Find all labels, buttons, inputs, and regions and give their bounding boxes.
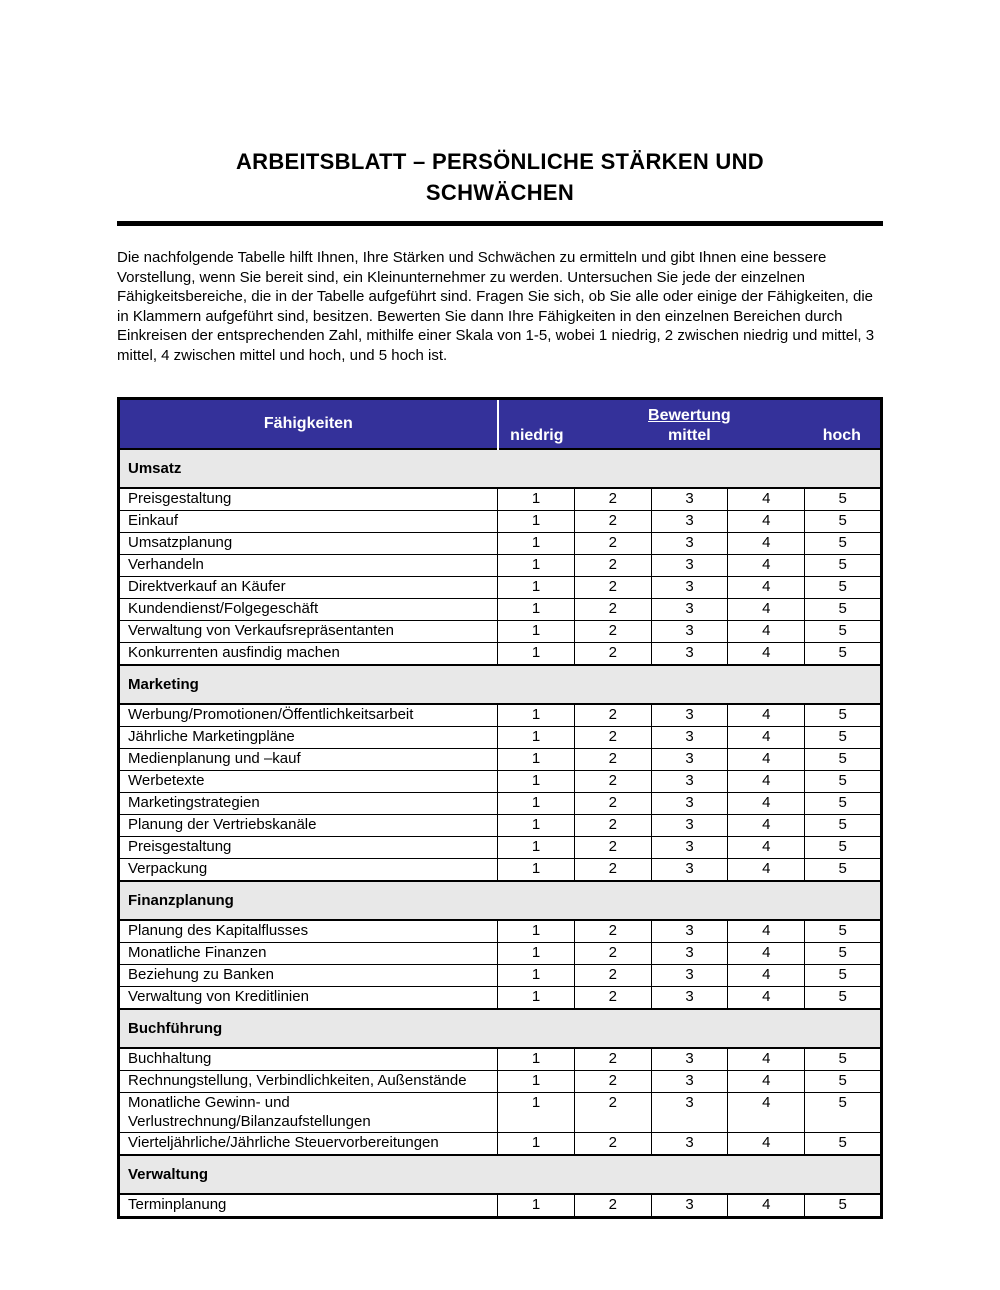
- skill-label: Werbung/Promotionen/Öffentlichkeitsarbeit: [119, 704, 498, 727]
- rating-value-3: 3: [651, 643, 728, 666]
- skill-row: [119, 987, 882, 1010]
- rating-value-1: 1: [498, 793, 575, 815]
- rating-value-3: 3: [651, 815, 728, 837]
- skill-row: [119, 815, 882, 837]
- rating-value-2: 2: [574, 749, 651, 771]
- rating-value-2: 2: [574, 1133, 651, 1156]
- rating-value-3: 3: [651, 599, 728, 621]
- rating-value-5: 5: [805, 533, 882, 555]
- rating-value-2: 2: [574, 599, 651, 621]
- section-title: Buchführung: [119, 1009, 882, 1048]
- rating-value-4: 4: [728, 943, 805, 965]
- rating-value-4: 4: [728, 488, 805, 511]
- rating-value-3: 3: [651, 511, 728, 533]
- table-body: [119, 449, 882, 1218]
- rating-value-5: 5: [805, 577, 882, 599]
- rating-value-1: 1: [498, 533, 575, 555]
- rating-value-4: 4: [728, 621, 805, 643]
- rating-value-2: 2: [574, 704, 651, 727]
- rating-value-4: 4: [728, 727, 805, 749]
- rating-value-3: 3: [651, 577, 728, 599]
- rating-value-4: 4: [728, 704, 805, 727]
- section-row-finanzplanung: [119, 881, 882, 920]
- rating-value-1: 1: [498, 643, 575, 666]
- rating-value-4: 4: [728, 749, 805, 771]
- skill-row: [119, 943, 882, 965]
- rating-value-2: 2: [574, 943, 651, 965]
- level-spacer: [727, 427, 803, 445]
- rating-value-5: 5: [805, 643, 882, 666]
- rating-value-1: 1: [498, 920, 575, 943]
- skill-label: Verhandeln: [119, 555, 498, 577]
- skill-label: Rechnungstellung, Verbindlichkeiten, Außenstände: [119, 1071, 498, 1093]
- rating-value-2: 2: [574, 771, 651, 793]
- section-title: Umsatz: [119, 449, 882, 488]
- skill-row: [119, 749, 882, 771]
- rating-value-4: 4: [728, 1071, 805, 1093]
- rating-value-5: 5: [805, 727, 882, 749]
- level-label-hoch: hoch: [822, 427, 861, 444]
- rating-value-5: 5: [805, 1093, 882, 1133]
- skill-label: Verpackung: [119, 859, 498, 882]
- intro-paragraph: Die nachfolgende Tabelle hilft Ihnen, Ihre Stärken und Schwächen zu ermitteln und gibt Ihnen eine bessere Vorstellung, wenn Sie bereit sind, ein Kleinunternehmer zu werden. Untersuchen Sie jede der einzelnen Fähigkeitsbereiche, die in der Tabelle aufgeführt sind. Fragen Sie sich, ob Sie alle oder einige der Fähigkeiten, die in Klammern aufgeführt sind, besitzen. Bewerten Sie dann Ihre Fähigkeiten in den einzelnen Bereichen durch Einkreisen der entsprechenden Zahl, mithilfe einer Skala von 1-5, wobei 1 niedrig, 2 zwischen niedrig und mittel, 3 mittel, 4 zwischen mittel und hoch, und 5 hoch ist.: [117, 249, 875, 364]
- rating-value-3: 3: [651, 987, 728, 1010]
- rating-value-2: 2: [574, 793, 651, 815]
- rating-value-5: 5: [805, 621, 882, 643]
- rating-value-3: 3: [651, 488, 728, 511]
- skill-row: [119, 488, 882, 511]
- rating-value-5: 5: [805, 488, 882, 511]
- skill-label: Werbetexte: [119, 771, 498, 793]
- document-page: [117, 0, 883, 1219]
- rating-value-5: 5: [805, 555, 882, 577]
- skill-row: [119, 555, 882, 577]
- rating-value-5: 5: [805, 859, 882, 882]
- skill-row: [119, 577, 882, 599]
- rating-value-5: 5: [805, 987, 882, 1010]
- skill-row: [119, 643, 882, 666]
- section-title: Finanzplanung: [119, 881, 882, 920]
- rating-value-4: 4: [728, 965, 805, 987]
- rating-value-2: 2: [574, 533, 651, 555]
- skill-label: Jährliche Marketingpläne: [119, 727, 498, 749]
- skill-row: [119, 965, 882, 987]
- rating-value-5: 5: [805, 793, 882, 815]
- rating-value-2: 2: [574, 837, 651, 859]
- rating-header-label: Bewertung: [648, 407, 731, 424]
- rating-value-1: 1: [498, 511, 575, 533]
- skill-row: [119, 859, 882, 882]
- skill-label: Beziehung zu Banken: [119, 965, 498, 987]
- table-header: [119, 399, 882, 450]
- skill-row: [119, 1048, 882, 1071]
- rating-value-3: 3: [651, 1048, 728, 1071]
- skill-row: [119, 599, 882, 621]
- rating-value-1: 1: [498, 815, 575, 837]
- rating-value-1: 1: [498, 965, 575, 987]
- skill-label: Konkurrenten ausfindig machen: [119, 643, 498, 666]
- skill-label: Preisgestaltung: [119, 837, 498, 859]
- skill-row: [119, 704, 882, 727]
- section-row-verwaltung: [119, 1155, 882, 1194]
- rating-value-5: 5: [805, 599, 882, 621]
- skill-label: Umsatzplanung: [119, 533, 498, 555]
- rating-value-4: 4: [728, 793, 805, 815]
- rating-value-4: 4: [728, 599, 805, 621]
- rating-value-3: 3: [651, 704, 728, 727]
- rating-value-1: 1: [498, 837, 575, 859]
- rating-value-2: 2: [574, 987, 651, 1010]
- skill-label: Vierteljährliche/Jährliche Steuervorbereitungen: [119, 1133, 498, 1156]
- skill-row: [119, 1093, 882, 1133]
- rating-value-3: 3: [651, 837, 728, 859]
- rating-value-3: 3: [651, 533, 728, 555]
- level-spacer: [575, 427, 651, 445]
- rating-value-1: 1: [498, 621, 575, 643]
- skill-row: [119, 1071, 882, 1093]
- rating-value-4: 4: [728, 555, 805, 577]
- rating-value-3: 3: [651, 1093, 728, 1133]
- rating-value-4: 4: [728, 577, 805, 599]
- rating-value-4: 4: [728, 920, 805, 943]
- rating-value-3: 3: [651, 727, 728, 749]
- page-title: [117, 146, 883, 208]
- rating-level-labels: [499, 427, 880, 445]
- skill-row: [119, 533, 882, 555]
- skill-row: [119, 837, 882, 859]
- rating-value-2: 2: [574, 815, 651, 837]
- rating-value-2: 2: [574, 488, 651, 511]
- skill-row: [119, 920, 882, 943]
- page-title-line-1: ARBEITSBLATT – PERSÖNLICHE STÄRKEN UND: [235, 149, 764, 174]
- skill-label: Preisgestaltung: [119, 488, 498, 511]
- rating-value-3: 3: [651, 749, 728, 771]
- rating-value-4: 4: [728, 837, 805, 859]
- rating-value-1: 1: [498, 1133, 575, 1156]
- rating-value-5: 5: [805, 837, 882, 859]
- skills-rating-table: [117, 397, 883, 1219]
- rating-value-4: 4: [728, 1048, 805, 1071]
- rating-value-4: 4: [728, 987, 805, 1010]
- rating-value-2: 2: [574, 859, 651, 882]
- skill-label: Terminplanung: [119, 1194, 498, 1218]
- column-header-rating: [498, 399, 882, 450]
- rating-value-3: 3: [651, 965, 728, 987]
- rating-value-5: 5: [805, 704, 882, 727]
- rating-value-4: 4: [728, 511, 805, 533]
- rating-value-1: 1: [498, 771, 575, 793]
- rating-value-5: 5: [805, 749, 882, 771]
- rating-value-3: 3: [651, 771, 728, 793]
- rating-value-2: 2: [574, 1071, 651, 1093]
- rating-value-2: 2: [574, 555, 651, 577]
- section-title: Verwaltung: [119, 1155, 882, 1194]
- rating-value-1: 1: [498, 943, 575, 965]
- rating-value-5: 5: [805, 943, 882, 965]
- rating-value-1: 1: [498, 749, 575, 771]
- rating-value-5: 5: [805, 1194, 882, 1218]
- rating-value-2: 2: [574, 1048, 651, 1071]
- rating-value-1: 1: [498, 859, 575, 882]
- rating-value-5: 5: [805, 1133, 882, 1156]
- rating-value-3: 3: [651, 859, 728, 882]
- rating-value-4: 4: [728, 643, 805, 666]
- rating-value-4: 4: [728, 1093, 805, 1133]
- skill-label: Verwaltung von Verkaufsrepräsentanten: [119, 621, 498, 643]
- page-title-line-2: SCHWÄCHEN: [425, 180, 575, 205]
- skill-label: Medienplanung und –kauf: [119, 749, 498, 771]
- level-label-niedrig: niedrig: [510, 427, 564, 444]
- rating-value-2: 2: [574, 621, 651, 643]
- section-row-marketing: [119, 665, 882, 704]
- section-row-buchf-hrung: [119, 1009, 882, 1048]
- skill-label: Monatliche Gewinn- und Verlustrechnung/Bilanzaufstellungen: [119, 1093, 498, 1133]
- rating-value-3: 3: [651, 1194, 728, 1218]
- rating-value-2: 2: [574, 577, 651, 599]
- level-label-mittel: mittel: [668, 427, 711, 444]
- rating-value-2: 2: [574, 727, 651, 749]
- rating-value-3: 3: [651, 555, 728, 577]
- rating-value-5: 5: [805, 771, 882, 793]
- rating-value-3: 3: [651, 920, 728, 943]
- rating-value-5: 5: [805, 965, 882, 987]
- skill-label: Verwaltung von Kreditlinien: [119, 987, 498, 1010]
- rating-value-1: 1: [498, 704, 575, 727]
- skill-label: Marketingstrategien: [119, 793, 498, 815]
- rating-value-1: 1: [498, 555, 575, 577]
- rating-value-2: 2: [574, 511, 651, 533]
- skill-label: Buchhaltung: [119, 1048, 498, 1071]
- skill-row: [119, 1133, 882, 1156]
- rating-value-1: 1: [498, 488, 575, 511]
- rating-value-1: 1: [498, 1093, 575, 1133]
- rating-value-1: 1: [498, 987, 575, 1010]
- rating-value-2: 2: [574, 643, 651, 666]
- skill-label: Einkauf: [119, 511, 498, 533]
- rating-value-4: 4: [728, 771, 805, 793]
- rating-value-2: 2: [574, 1194, 651, 1218]
- rating-value-1: 1: [498, 577, 575, 599]
- rating-value-4: 4: [728, 1133, 805, 1156]
- skill-label: Planung des Kapitalflusses: [119, 920, 498, 943]
- rating-value-4: 4: [728, 815, 805, 837]
- rating-value-4: 4: [728, 1194, 805, 1218]
- skill-row: [119, 771, 882, 793]
- rating-value-2: 2: [574, 965, 651, 987]
- rating-value-3: 3: [651, 943, 728, 965]
- skill-label: Direktverkauf an Käufer: [119, 577, 498, 599]
- rating-value-5: 5: [805, 1048, 882, 1071]
- rating-value-3: 3: [651, 621, 728, 643]
- skill-row: [119, 727, 882, 749]
- rating-value-1: 1: [498, 1194, 575, 1218]
- skill-row: [119, 793, 882, 815]
- skill-row: [119, 1194, 882, 1218]
- rating-value-3: 3: [651, 1071, 728, 1093]
- rating-value-4: 4: [728, 859, 805, 882]
- skill-label: Planung der Vertriebskanäle: [119, 815, 498, 837]
- title-divider: [117, 221, 883, 226]
- rating-value-5: 5: [805, 920, 882, 943]
- skill-label: Monatliche Finanzen: [119, 943, 498, 965]
- rating-value-1: 1: [498, 599, 575, 621]
- section-row-umsatz: [119, 449, 882, 488]
- skill-row: [119, 511, 882, 533]
- rating-value-1: 1: [498, 1071, 575, 1093]
- rating-value-5: 5: [805, 1071, 882, 1093]
- rating-value-1: 1: [498, 1048, 575, 1071]
- rating-value-4: 4: [728, 533, 805, 555]
- skill-row: [119, 621, 882, 643]
- skill-label: Kundendienst/Folgegeschäft: [119, 599, 498, 621]
- rating-value-2: 2: [574, 1093, 651, 1133]
- rating-value-5: 5: [805, 511, 882, 533]
- rating-value-1: 1: [498, 727, 575, 749]
- column-header-skills: Fähigkeiten: [119, 399, 498, 450]
- rating-value-5: 5: [805, 815, 882, 837]
- section-title: Marketing: [119, 665, 882, 704]
- rating-value-2: 2: [574, 920, 651, 943]
- rating-value-3: 3: [651, 1133, 728, 1156]
- rating-value-3: 3: [651, 793, 728, 815]
